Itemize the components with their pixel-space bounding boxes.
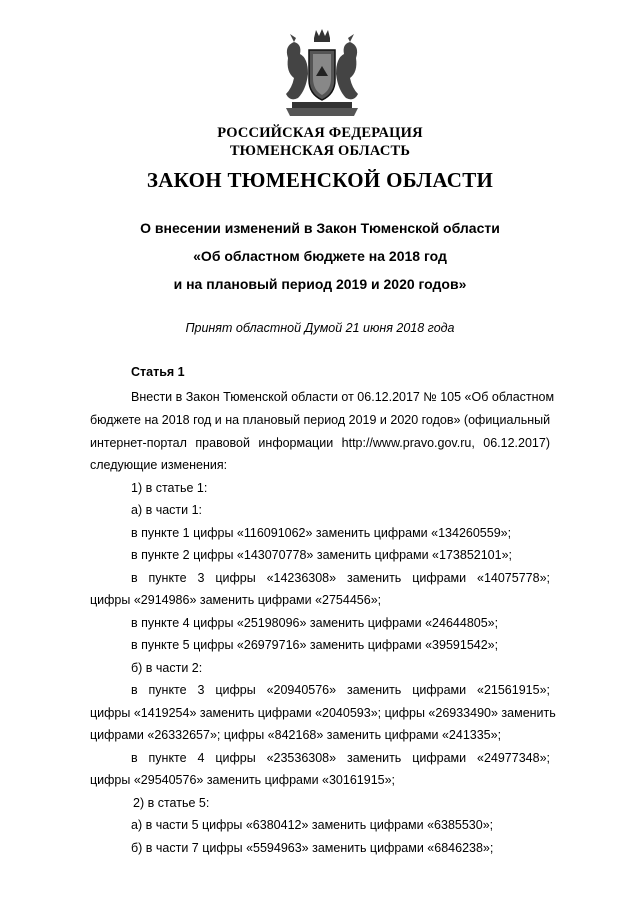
article-heading: Статья 1 (131, 365, 185, 379)
coat-of-arms-icon (280, 28, 364, 120)
paragraph-line: интернет-портал правовой информации http://www.pravo.gov.ru, 06.12.2017) (90, 436, 550, 450)
list-item: 1) в статье 1: (131, 481, 208, 495)
list-item: цифрами «26332657»; цифры «842168» заменить цифрами «241335»; (90, 728, 502, 742)
paragraph-line: Внести в Закон Тюменской области от 06.12.2017 № 105 «Об областном (131, 390, 555, 404)
list-item: в пункте 3 цифры «14236308» заменить цифрами «14075778»; (131, 571, 550, 585)
law-type-heading: ЗАКОН ТЮМЕНСКОЙ ОБЛАСТИ (146, 168, 494, 192)
list-item: в пункте 2 цифры «143070778» заменить цифрами «173852101»; (131, 548, 513, 562)
list-item: в пункте 3 цифры «20940576» заменить цифрами «21561915»; (131, 683, 550, 697)
list-item: а) в части 5 цифры «6380412» заменить цифрами «6385530»; (131, 818, 494, 832)
list-item: цифры «2914986» заменить цифрами «2754456»; (90, 593, 382, 607)
paragraph-line: бюджете на 2018 год и на плановый период 2019 и 2020 годов» (официальный (90, 413, 551, 427)
federation-heading: РОССИЙСКАЯ ФЕДЕРАЦИЯ (217, 125, 423, 141)
list-item: в пункте 5 цифры «26979716» заменить цифрами «39591542»; (131, 638, 499, 652)
adoption-note: Принят областной Думой 21 июня 2018 года (185, 321, 455, 335)
list-item: 2) в статье 5: (133, 796, 210, 810)
law-title-line-3: и на плановый период 2019 и 2020 годов» (173, 276, 467, 292)
list-item: цифры «29540576» заменить цифрами «30161915»; (90, 773, 396, 787)
law-title-line-1: О внесении изменений в Закон Тюменской области (140, 220, 500, 236)
paragraph-line: следующие изменения: (90, 458, 228, 472)
region-heading: ТЮМЕНСКАЯ ОБЛАСТЬ (229, 143, 411, 159)
list-item: б) в части 7 цифры «5594963» заменить цифрами «6846238»; (131, 841, 494, 855)
list-item: цифры «1419254» заменить цифрами «2040593»; цифры «26933490» заменить (90, 706, 556, 720)
list-item: б) в части 2: (131, 661, 203, 675)
law-title-line-2: «Об областном бюджете на 2018 год (193, 248, 447, 264)
list-item: в пункте 4 цифры «25198096» заменить цифрами «24644805»; (131, 616, 499, 630)
list-item: в пункте 1 цифры «116091062» заменить цифрами «134260559»; (131, 526, 512, 540)
list-item: в пункте 4 цифры «23536308» заменить цифрами «24977348»; (131, 751, 550, 765)
list-item: а) в части 1: (131, 503, 203, 517)
